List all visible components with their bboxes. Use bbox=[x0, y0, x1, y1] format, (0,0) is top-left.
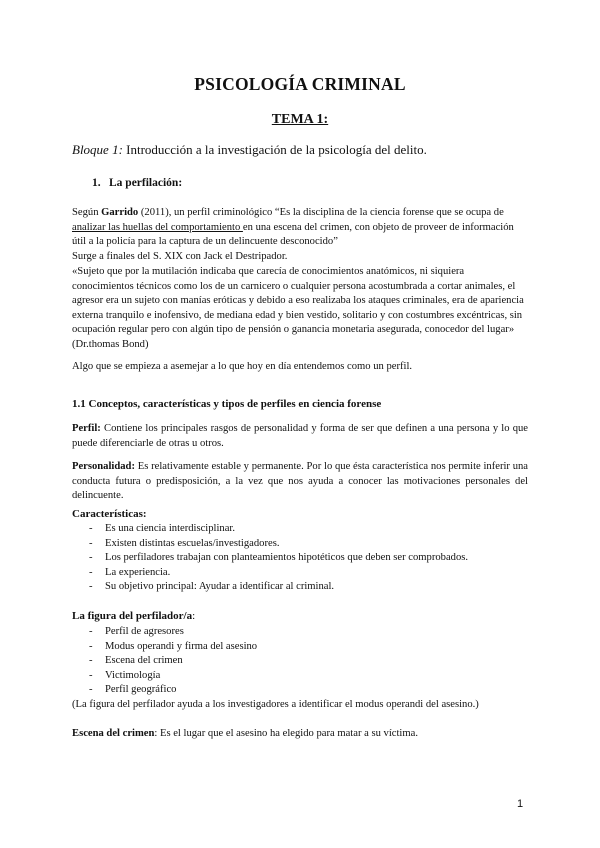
perfil-term: Perfil: bbox=[72, 423, 101, 434]
list-item: - Modus operandi y firma del asesino bbox=[72, 640, 528, 655]
page-number: 1 bbox=[517, 798, 524, 810]
list-item: - Es una ciencia interdisciplinar. bbox=[72, 522, 528, 537]
garrido-post: en una escena del crimen, con objeto de proveer de información útil a la policía para la captura de un delincuente desconocido” bbox=[72, 221, 514, 248]
surge-line: Surge a finales del S. XIX con Jack el Destripador. bbox=[72, 251, 288, 262]
list-item: - Perfil geográfico bbox=[72, 683, 528, 698]
figura-list bbox=[72, 625, 528, 698]
list-item: - Los perfiladores trabajan con planteamientos hipotéticos que deben ser comprobados. bbox=[72, 551, 528, 566]
list-item: - Existen distintas escuelas/investigadores. bbox=[72, 537, 528, 552]
list-item: - La experiencia. bbox=[72, 566, 528, 581]
garrido-definition bbox=[72, 206, 528, 250]
personalidad-definition bbox=[72, 460, 528, 504]
personalidad-text: Es relativamente estable y permanente. Por lo que ésta característica nos permite inferir una conducta futura o predisposición, a la vez que nos ayuda a conocer las motivaciones personales del delincuente. bbox=[72, 461, 528, 502]
section-number: 1. bbox=[92, 177, 101, 189]
tema-heading bbox=[0, 112, 600, 128]
escena-term: Escena del crimen bbox=[72, 728, 155, 739]
list-item: - Victimología bbox=[72, 669, 528, 684]
tema-label: TEMA 1: bbox=[271, 112, 329, 127]
bloque-label: Bloque 1: bbox=[72, 142, 123, 157]
bloque-text: Introducción a la investigación de la psicología del delito. bbox=[122, 142, 427, 157]
figura-heading-bold: La figura del perfilador/a bbox=[72, 610, 193, 622]
list-item: - Perfil de agresores bbox=[72, 625, 528, 640]
caracteristicas-heading: Características: bbox=[72, 508, 147, 520]
section-heading-perfilacion bbox=[92, 177, 182, 189]
bond-quote: «Sujeto que por la mutilación indicaba que carecía de conocimientos anatómicos, ni siquiera conocimientos técnicos como los de un carnicero o cualquier persona acostumbrada a cortar animales, el agresor era un sujeto con manías eróticas y debido a eso realizaba los ataques criminales, era de apariencia externa tranquilo e inofensivo, de mediana edad y bien vestido, solitario y con costumbres excéntricas, sin ocupación regular pero con algún tipo de pensión o ganancia monetaria asegurada, conocedor del lugar» (Dr.thomas Bond) bbox=[72, 266, 524, 350]
figura-note: (La figura del perfilador ayuda a los investigadores a identificar el modus operandi del asesino.) bbox=[72, 699, 479, 710]
list-item: - Escena del crimen bbox=[72, 654, 528, 669]
section-title: La perfilación: bbox=[109, 177, 183, 189]
caracteristicas-list bbox=[72, 522, 528, 595]
bloque-line bbox=[72, 142, 427, 158]
garrido-pre: Según bbox=[72, 207, 102, 218]
garrido-mid: (2011), un perfil criminológico “Es la disciplina de la ciencia forense que se ocupa de bbox=[138, 207, 504, 218]
perfil-text: Contiene los principales rasgos de personalidad y forma de ser que definen a una persona y lo que puede diferenciarle de otras u otros. bbox=[72, 423, 528, 449]
personalidad-term: Personalidad: bbox=[72, 461, 135, 472]
escena-text: : Es el lugar que el asesino ha elegido para matar a su víctima. bbox=[154, 728, 418, 739]
figura-heading-colon: : bbox=[192, 610, 196, 622]
figura-heading bbox=[72, 609, 528, 624]
list-item: - Su objetivo principal: Ayudar a identificar al criminal. bbox=[72, 580, 528, 595]
section-heading-1-1: 1.1 Conceptos, características y tipos de perfiles en ciencia forense bbox=[72, 398, 382, 410]
escena-definition bbox=[72, 727, 528, 742]
algo-line: Algo que se empieza a asemejar a lo que hoy en día entendemos como un perfil. bbox=[72, 361, 413, 372]
document-title: PSICOLOGÍA CRIMINAL bbox=[194, 74, 406, 94]
author-name: Garrido bbox=[101, 207, 139, 218]
perfil-definition bbox=[72, 422, 528, 451]
underlined-phrase: analizar las huellas del comportamiento bbox=[72, 221, 243, 233]
